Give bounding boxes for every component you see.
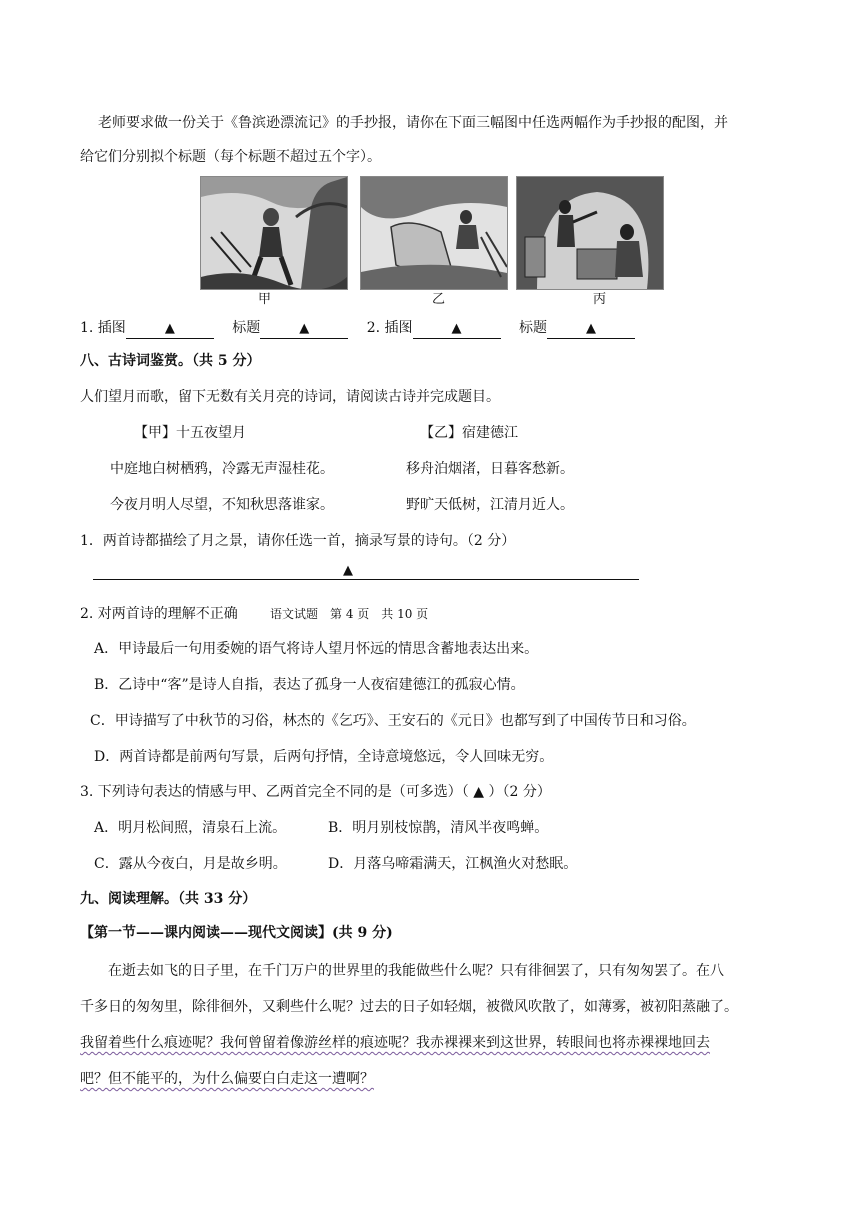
question-2: 2. 对两首诗的理解不正确 [80,606,238,622]
answer-line [80,317,635,339]
illustration-jia [200,176,348,290]
item1-label: 1. 插图 [80,320,126,336]
section9-subheading: 【第一节——课内阅读——现代文阅读】(共 9 分) [80,925,393,941]
passage-line-3: 我留着些什么痕迹呢？我何曾留着像游丝样的痕迹呢？我赤裸裸来到这世界，转眼间也将赤裸裸地回去 [80,1035,710,1051]
question-3: 3. 下列诗句表达的情感与甲、乙两首完全不同的是（可多选）（ ▲ ）（2 分） [80,784,551,800]
man-crouching-by-rocks-illustration [361,177,507,289]
q2-option-d: D．两首诗都是前两句写景，后两句抒情，全诗意境悠远，令人回味无穷。 [94,749,554,765]
question-1: 1．两首诗都描绘了月之景，请你任选一首，摘录写景的诗句。（2 分） [80,533,516,549]
poem-b-title: 【乙】宿建德江 [420,425,518,441]
title2-label: 标题 [518,320,547,336]
q3-option-b: B．明月别枝惊鹊，清风半夜鸣蝉。 [328,820,549,836]
poem-b-line2: 野旷天低树，江清月近人。 [406,497,574,513]
q3-option-a: A．明月松间照，清泉石上流。 [94,820,287,836]
blank-title-1[interactable]: ▲ [260,321,348,339]
q2-option-a: A．甲诗最后一句用委婉的语气将诗人望月怀远的情思含蓄地表达出来。 [94,641,539,657]
illustration-yi [360,176,508,290]
poem-b-line1: 移舟泊烟渚，日暮客愁新。 [406,461,574,477]
passage-line-4: 吧？但不能平的，为什么偏要白白走这一遭啊？ [80,1071,374,1087]
man-in-storm-illustration [201,177,347,289]
poem-a-line1: 中庭地白树栖鸦，冷露无声湿桂花。 [110,461,334,477]
section9-heading: 九、阅读理解。（共 33 分） [80,891,257,907]
blank-image-1[interactable]: ▲ [126,321,214,339]
q2-option-b: B．乙诗中“客”是诗人自指，表达了孤身一人夜宿建德江的孤寂心情。 [94,677,525,693]
passage-line-2: 千多日的匆匆里，除徘徊外，又剩些什么呢？过去的日子如轻烟，被微风吹散了，如薄雾，被初阳蒸融了。 [80,999,738,1015]
q3-option-d: D．月落乌啼霜满天，江枫渔火对愁眠。 [328,856,578,872]
title1-label: 标题 [232,320,261,336]
section8-heading: 八、古诗词鉴赏。（共 5 分） [80,353,261,369]
caption-jia: 甲 [258,292,272,307]
illustration-bing [516,176,664,290]
caption-yi: 乙 [432,292,446,307]
poem-a-title: 【甲】十五夜望月 [134,425,246,441]
blank-title-2[interactable]: ▲ [547,321,635,339]
poem-a-line2: 今夜月明人尽望，不知秋思落谁家。 [110,497,334,513]
caption-bing: 丙 [593,292,607,307]
intro-line-2: 给它们分别拟个标题（每个标题不超过五个字）。 [80,149,381,165]
intro-line-1: 老师要求做一份关于《鲁滨逊漂流记》的手抄报，请你在下面三幅图中任选两幅作为手抄报的配图，并 [98,115,728,131]
passage-line-1: 在逝去如飞的日子里，在千门万户的世界里的我能做些什么呢？只有徘徊罢了，只有匆匆罢了。在八 [108,963,724,979]
cave-scene-illustration [517,177,663,289]
q1-marker: ▲ [343,563,353,578]
page-footer: 语文试题 第 4 页 共 10 页 [270,607,429,621]
blank-image-2[interactable]: ▲ [413,321,501,339]
section8-intro: 人们望月而歌，留下无数有关月亮的诗词，请阅读古诗并完成题目。 [80,389,500,405]
item2-label: 2. 插图 [366,320,413,336]
q2-option-c: C．甲诗描写了中秋节的习俗，林杰的《乞巧》、王安石的《元日》也都写到了中国传节日和习俗。 [90,713,696,729]
answer-line-q1[interactable] [93,565,639,580]
q3-option-c: C．露从今夜白，月是故乡明。 [94,856,287,872]
